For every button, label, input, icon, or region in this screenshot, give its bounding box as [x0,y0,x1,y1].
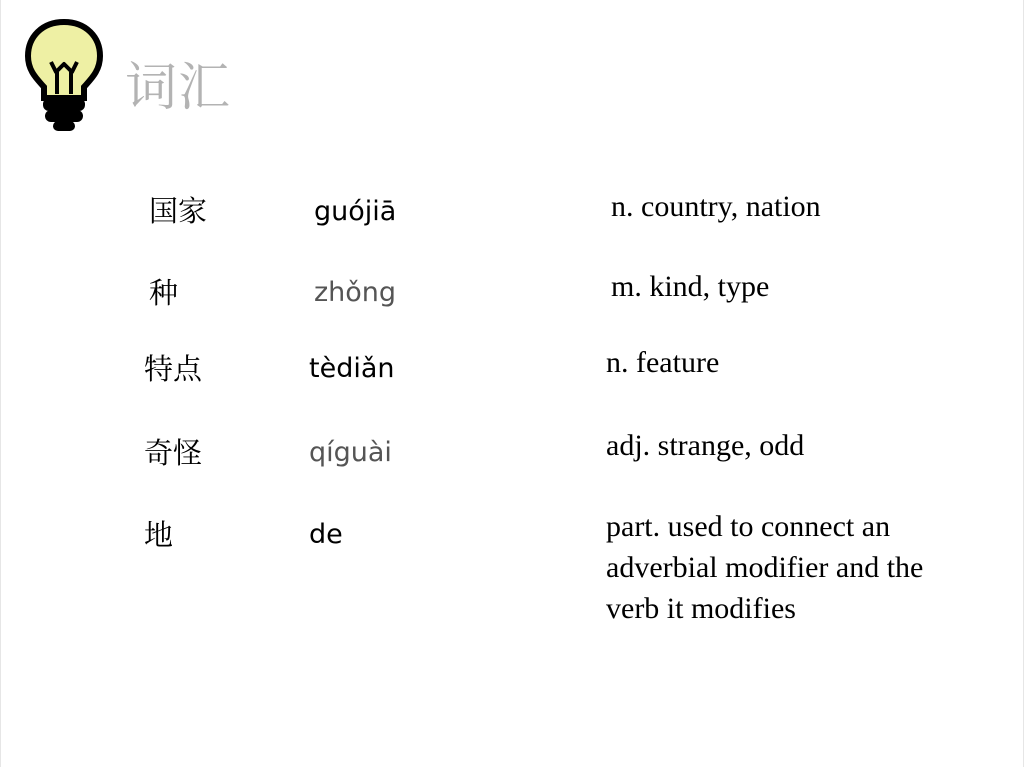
hanzi-word: 奇怪 [144,436,203,470]
definition-block [606,506,1006,629]
hanzi-word: 种 [149,276,179,310]
definition-text: n. feature [606,346,720,379]
definition-line: part. used to connect an [606,510,891,543]
hanzi-word: 地 [144,518,174,552]
pinyin-word: guójiā [314,196,397,227]
hanzi-word: 特点 [144,352,203,386]
definition-text: m. kind, type [611,270,770,303]
definition-line: adverbial modifier and the [606,551,924,584]
hanzi-word: 国家 [149,194,208,228]
pinyin-word: qíguài [309,437,392,468]
definition-text: adj. strange, odd [606,429,805,462]
pinyin-word: zhǒng [314,277,397,308]
pinyin-word: tèdiǎn [309,353,395,384]
definition-text: n. country, nation [611,190,821,223]
definition-line: verb it modifies [606,592,796,625]
page-title: 词汇 [125,58,232,118]
lightbulb-icon [23,18,105,134]
pinyin-word: de [309,519,343,550]
